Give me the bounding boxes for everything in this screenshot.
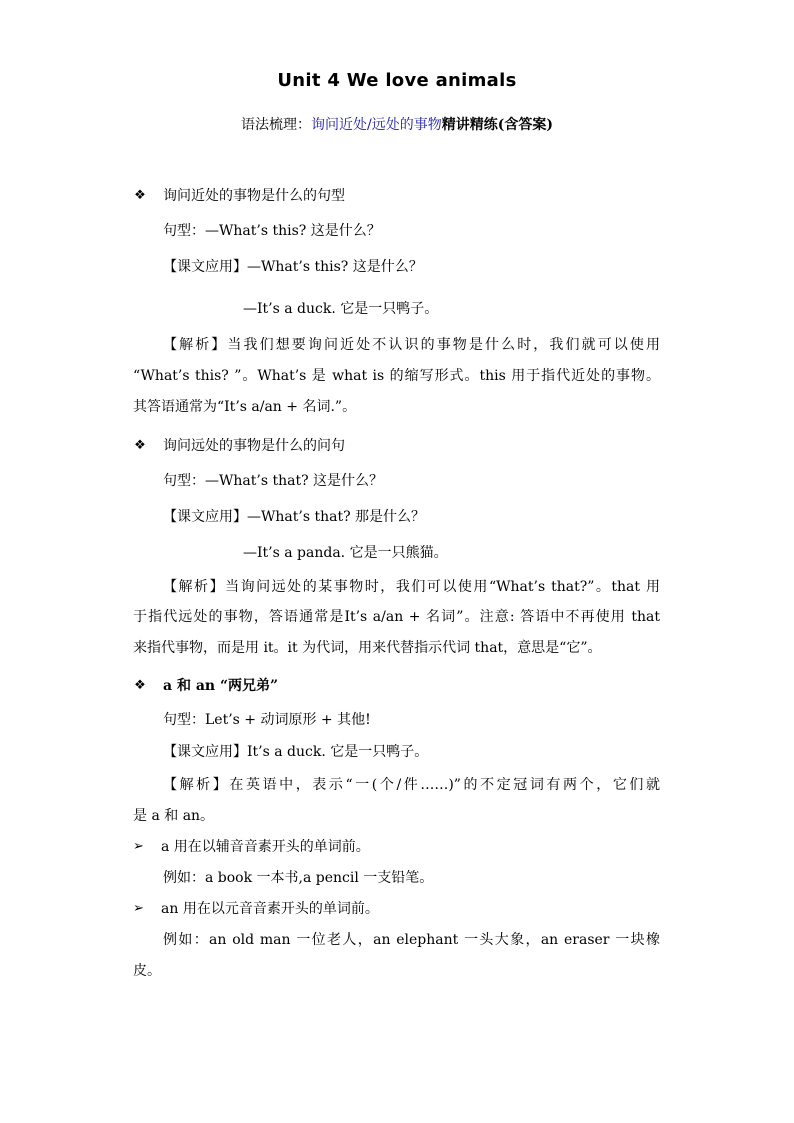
diamond-bullet-icon: ❖ — [134, 438, 146, 453]
subtitle-prefix: 语法梳理： — [241, 117, 312, 133]
section3-example-text: It’s a duck. 它是一只鸭子。 — [247, 744, 429, 760]
section3-rule2-example-line2: 皮。 — [133, 963, 161, 979]
section2-heading: 询问远处的事物是什么的问句 — [163, 438, 345, 454]
section3-rule2: an 用在以元音音素开头的单词前。 — [161, 901, 379, 917]
section2-example — [163, 507, 425, 527]
section1-heading: 询问近处的事物是什么的句型 — [163, 188, 345, 204]
document-title: Unit 4 We love animals — [277, 70, 517, 91]
section2-analysis-line1: 【解析】当询问远处的某事物时，我们可以使用“What’s that?”。that 用 — [163, 579, 661, 595]
arrow-bullet-icon: ➢ — [133, 901, 144, 916]
section2-analysis-label: 【解析】 — [163, 579, 226, 595]
subtitle-suffix: 精讲精练(含答案) — [441, 117, 553, 133]
section3-example-label: 【课文应用】 — [163, 744, 247, 760]
section3-analysis-line1: 【解析】在英语中，表示“一(个/件……)”的不定冠词有两个，它们就 — [163, 777, 660, 793]
diamond-bullet-icon: ❖ — [134, 678, 146, 693]
section2-example-answer: —It’s a panda. 它是一只熊猫。 — [243, 545, 448, 561]
section1-pattern: 句型：—What’s this? 这是什么？ — [163, 223, 381, 239]
section3-pattern: 句型：Let’s + 动词原形 + 其他! — [163, 712, 371, 728]
section3-analysis-label: 【解析】 — [163, 777, 230, 793]
section2-example-label: 【课文应用】 — [163, 509, 247, 525]
section2-analysis-line3: 来指代事物，而是用 it。it 为代词，用来代替指示代词 that，意思是“它”。 — [133, 640, 602, 656]
section3-heading: a 和 an “两兄弟” — [163, 678, 279, 694]
section3-rule2-example-line1: 例如：an old man 一位老人，an elephant 一头大象，an eraser 一块橡 — [163, 932, 660, 948]
section1-analysis-line1: 【解析】当我们想要询问近处不认识的事物是什么时，我们就可以使用 — [163, 337, 661, 353]
section2-example-question: —What’s that? 那是什么？ — [247, 509, 426, 525]
section1-example-label: 【课文应用】 — [163, 259, 247, 275]
arrow-bullet-icon: ➢ — [133, 839, 144, 854]
section1-example — [163, 257, 423, 277]
diamond-bullet-icon: ❖ — [134, 188, 146, 203]
section1-example-question: —What’s this? 这是什么？ — [247, 259, 423, 275]
section2-analysis-line2: 于指代远处的事物，答语通常是It’s a/an + 名词”。注意: 答语中不再使用 that — [133, 609, 660, 625]
section3-example — [163, 742, 428, 762]
section3-analysis-line2: 是 a 和 an。 — [133, 808, 215, 824]
section2-pattern: 句型：—What’s that? 这是什么？ — [163, 473, 384, 489]
section1-analysis-line2: “What’s this? ”。What’s 是 what is 的缩写形式。this 用于指代近处的事物。 — [133, 368, 660, 384]
section1-example-answer: —It’s a duck. 它是一只鸭子。 — [243, 301, 439, 317]
document-subtitle — [0, 114, 794, 134]
subtitle-topic: 询问近处/远处的事物 — [311, 117, 442, 133]
section3-rule1: a 用在以辅音音素开头的单词前。 — [161, 839, 370, 855]
section1-analysis-line3: 其答语通常为“It’s a/an + 名词.”。 — [133, 399, 357, 415]
section3-rule1-example: 例如：a book 一本书,a pencil 一支铅笔。 — [163, 870, 434, 886]
section1-analysis-label: 【解析】 — [163, 337, 228, 353]
